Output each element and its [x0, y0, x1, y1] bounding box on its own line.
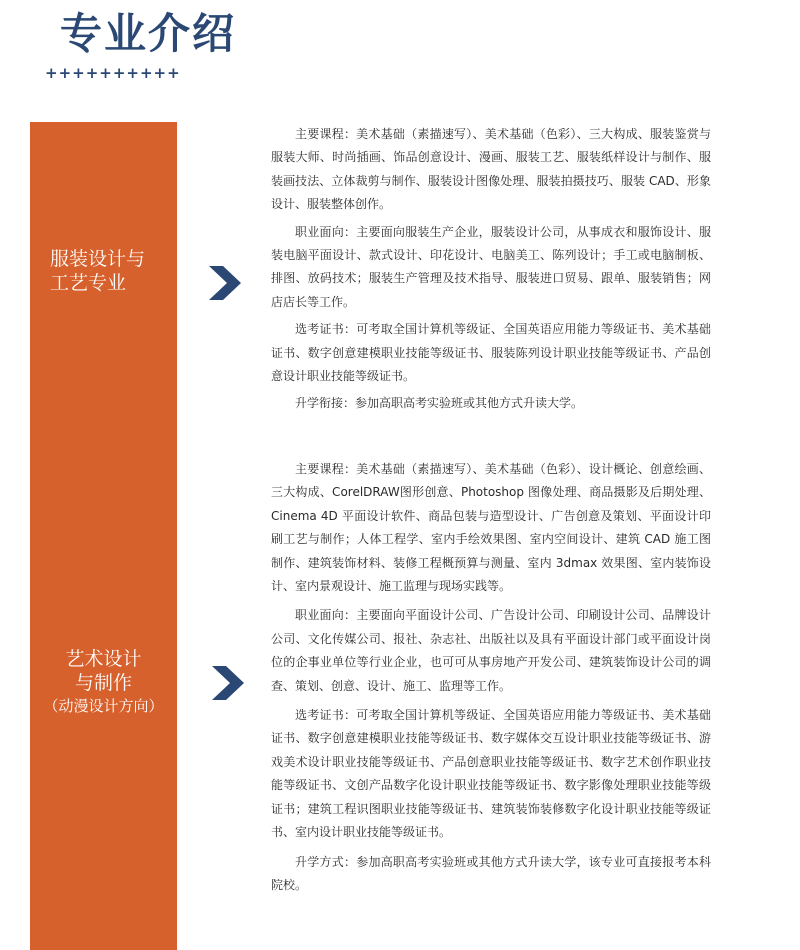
further-study-paragraph: 升学方式：参加高职高考实验班或其他方式升读大学，该专业可直接报考本科院校。 [271, 854, 711, 892]
career-paragraph: 职业面向：主要面向服装生产企业，服装设计公司，从事成衣和服饰设计、服装电脑平面设计、款式设计、印花设计、电脑美工、陈列设计；手工或电脑制板、排图、放码技术；服装生产管理及技术指导、服装进口贸易、跟单、服装销售；网店店长等工作。 [271, 224, 711, 309]
title-decoration: ++++++++++ [45, 64, 181, 82]
career-paragraph: 职业面向：主要面向平面设计公司、广告设计公司、印刷设计公司、品牌设计公司、文化传媒公司、报社、杂志社、出版社以及具有平面设计部门或平面设计岗位的企事业单位等行业企业，也可可从事房地产开发公司、建筑装饰设计公司的调查、策划、创意、设计、施工、监理等工作。 [271, 608, 711, 693]
major-name-line: 工艺专业 [50, 272, 127, 294]
major-name-line: 与制作 [74, 672, 132, 694]
major-sidebar [30, 122, 177, 950]
major-description-fashion [271, 123, 711, 420]
courses-paragraph: 主要课程：美术基础（素描速写）、美术基础（色彩）、设计概论、创意绘画、三大构成、CorelDRAW图形创意、Photoshop 图像处理、商品摄影及后期处理、Cinema 4D 平面设计软件、商品包装与造型设计、广告创意及策划、平面设计印刷工艺与制作；人体工程学、室内手绘效果图、室内空间设计、建筑 CAD 施工图制作、建筑装饰材料、装修工程概预算与测量、室内 3dmax 效果图、室内装饰设计、室内景观设计、施工监理与现场实践等。 [271, 462, 711, 594]
major-name-line: 服装设计与 [50, 248, 146, 270]
page-title: 专业介绍 [60, 9, 237, 58]
certificates-paragraph: 选考证书：可考取全国计算机等级证、全国英语应用能力等级证书、美术基础证书、数字创意建模职业技能等级证书、服装陈列设计职业技能等级证书、产品创意设计职业技能等级证书。 [271, 322, 711, 384]
major-name-art-design [30, 647, 177, 717]
major-name-line: 艺术设计 [65, 648, 142, 670]
major-name-direction: （动漫设计方向） [43, 697, 164, 715]
certificates-paragraph: 选考证书：可考取全国计算机等级证、全国英语应用能力等级证书、美术基础证书、数字创意建模职业技能等级证书、数字媒体交互设计职业技能等级证书、游戏美术设计职业技能等级证书、产品创意职业技能等级证书、数字艺术创作职业技能等级证书、文创产品数字化设计职业技能等级证书、数字影像处理职业技能等级证书；建筑工程识图职业技能等级证书、建筑装饰装修数字化设计职业技能等级证书、室内设计职业技能等级证书。 [271, 708, 711, 840]
chevron-right-icon [207, 265, 243, 301]
major-name-fashion [30, 247, 177, 295]
courses-paragraph: 主要课程：美术基础（素描速写）、美术基础（色彩）、三大构成、服装鉴赏与服装大师、时尚插画、饰品创意设计、漫画、服装工艺、服装纸样设计与制作、服装画技法、立体裁剪与制作、服装设计图像处理、服装拍摄技巧、服装 CAD、形象设计、服装整体创作。 [271, 127, 711, 212]
major-description-art-design [271, 458, 711, 903]
chevron-right-icon [210, 665, 246, 701]
further-study-paragraph: 升学衔接：参加高职高考实验班或其他方式升读大学。 [295, 396, 584, 411]
